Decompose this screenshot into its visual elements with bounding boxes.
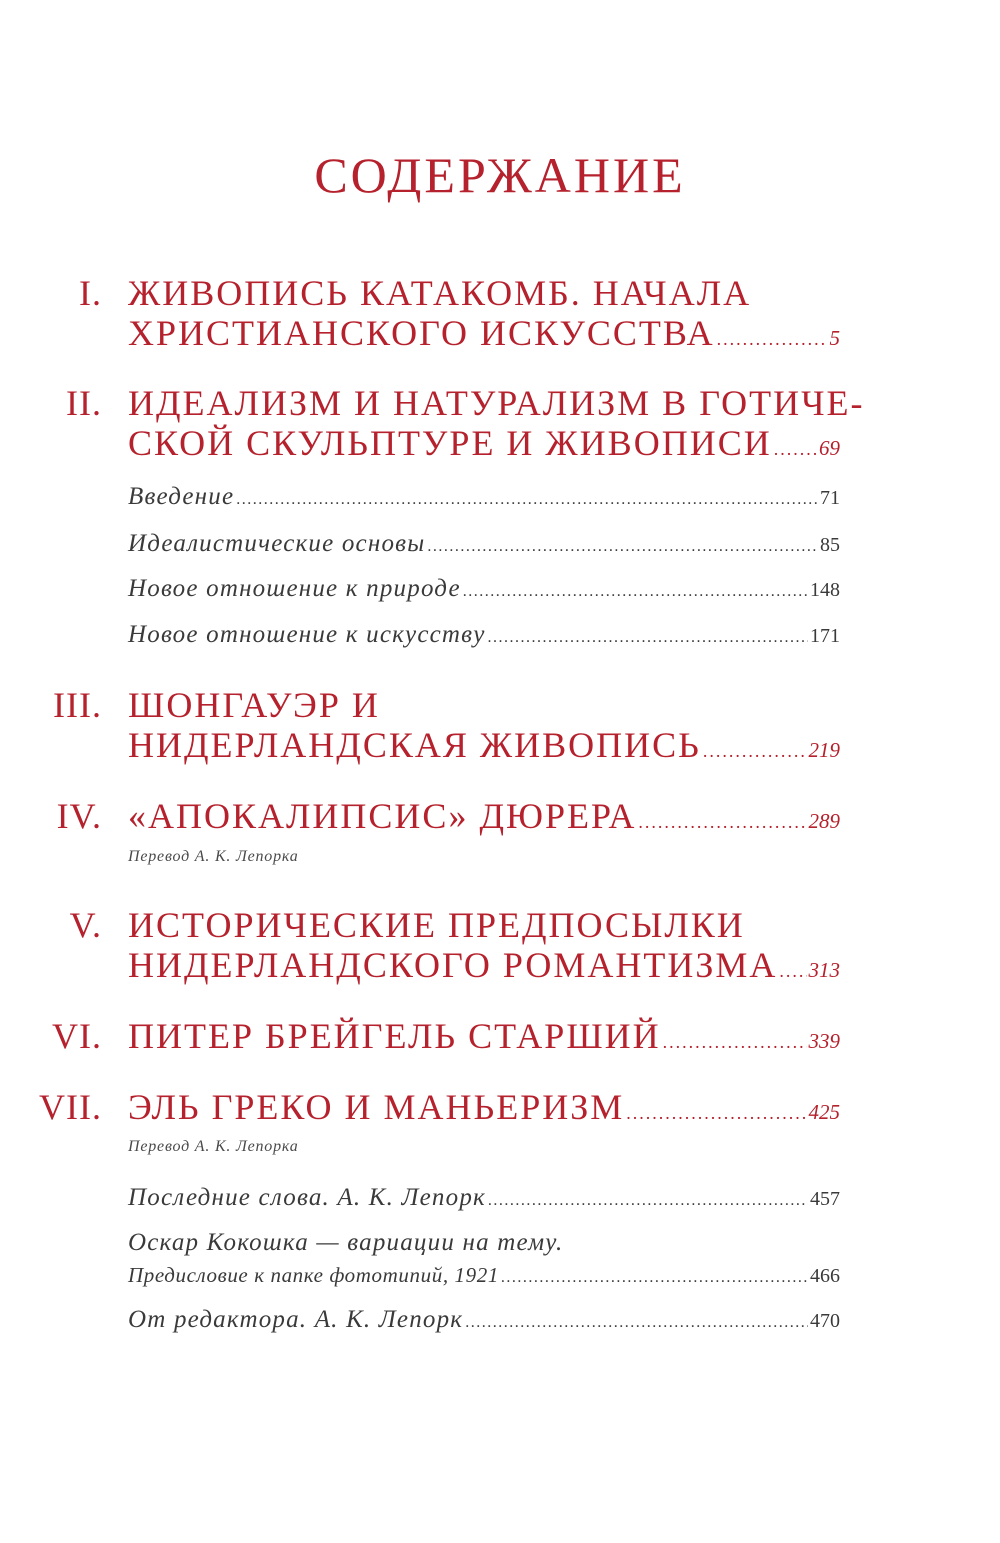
appendix-title: Последние слова. А. К. Лепорк [128, 1184, 486, 1211]
dot-leader [717, 316, 828, 362]
page-number: 171 [810, 625, 840, 647]
toc-appendix-item [128, 1181, 840, 1218]
dot-leader [427, 530, 818, 564]
page-number: 425 [808, 1100, 840, 1124]
dot-leader [488, 1184, 808, 1218]
dot-leader [626, 1090, 806, 1136]
toc-section [128, 527, 840, 564]
translator-credit: Перевод А. К. Лепорка [128, 1138, 299, 1155]
chapter-title-row [128, 793, 840, 845]
chapter-title-row [128, 310, 840, 362]
page-number: 71 [820, 487, 840, 509]
chapter-title-line: ШОНГАУЭР И [128, 685, 380, 725]
page-number: 289 [808, 809, 840, 833]
dot-leader [463, 575, 808, 609]
chapter-title-row [128, 942, 840, 994]
chapter-title-row [128, 1013, 840, 1065]
chapter-title-line: ИСТОРИЧЕСКИЕ ПРЕДПОСЫЛКИ [128, 905, 745, 945]
chapter-numeral: VI. [52, 1016, 102, 1056]
section-title: Новое отношение к искусству [128, 621, 486, 648]
chapter-numeral: IV. [56, 796, 102, 836]
chapter-title-line: НИДЕРЛАНДСКАЯ ЖИВОПИСЬ [128, 725, 701, 765]
toc-section [128, 618, 840, 655]
toc-section [128, 572, 840, 609]
dot-leader [663, 1019, 807, 1065]
chapter-title-line: НИДЕРЛАНДСКОГО РОМАНТИЗМА [128, 945, 778, 985]
page-number: 470 [810, 1310, 840, 1332]
page-number: 148 [810, 579, 840, 601]
chapter-title-row [128, 420, 840, 472]
page-number: 85 [820, 534, 840, 556]
page-number: 457 [810, 1188, 840, 1210]
page-number: 219 [808, 738, 840, 762]
toc-section [128, 480, 840, 517]
page-number: 313 [808, 958, 840, 982]
chapter-numeral: III. [53, 685, 102, 725]
section-title: Введение [128, 483, 235, 510]
page-number: 5 [829, 326, 840, 350]
chapter-numeral: VII. [39, 1087, 102, 1127]
chapter-title-line: ЭЛЬ ГРЕКО И МАНЬЕРИЗМ [128, 1087, 625, 1127]
dot-leader [236, 483, 818, 517]
section-title: Идеалистические основы [128, 530, 426, 557]
chapter-numeral: I. [79, 273, 102, 313]
dot-leader [501, 1261, 808, 1295]
appendix-subtitle: Предисловие к папке фототипий, 1921 [128, 1263, 499, 1287]
chapter-numeral: V. [69, 905, 102, 945]
chapter-title-line: ИДЕАЛИЗМ И НАТУРАЛИЗМ В ГОТИЧЕ- [128, 383, 865, 423]
dot-leader [488, 621, 808, 655]
toc-appendix-item [128, 1303, 840, 1340]
chapter-title-line: ХРИСТИАНСКОГО ИСКУССТВА [128, 313, 715, 353]
chapter-numeral: II. [66, 383, 102, 423]
chapter-title-line: СКОЙ СКУЛЬПТУРЕ И ЖИВОПИСИ [128, 423, 772, 463]
chapter-title-line: ПИТЕР БРЕЙГЕЛЬ СТАРШИЙ [128, 1016, 661, 1056]
dot-leader [465, 1306, 808, 1340]
dot-leader [779, 948, 806, 994]
dot-leader [703, 728, 807, 774]
page-number: 466 [810, 1265, 840, 1287]
section-title: Новое отношение к природе [128, 575, 461, 602]
dot-leader [638, 799, 806, 845]
translator-credit: Перевод А. К. Лепорка [128, 848, 299, 865]
dot-leader [774, 426, 817, 472]
toc-appendix-item [128, 1258, 840, 1295]
chapter-title-row [128, 1084, 840, 1136]
appendix-title: Оскар Кокошка — вариации на тему. [128, 1229, 564, 1256]
appendix-title: От редактора. А. К. Лепорк [128, 1306, 464, 1333]
chapter-title-line: ЖИВОПИСЬ КАТАКОМБ. НАЧАЛА [128, 273, 752, 313]
page-number: 339 [808, 1029, 840, 1053]
chapter-title-line: «АПОКАЛИПСИС» ДЮРЕРА [128, 796, 637, 836]
page-title: СОДЕРЖАНИЕ [314, 147, 686, 203]
chapter-title-row [128, 722, 840, 774]
page-number: 69 [819, 436, 840, 460]
